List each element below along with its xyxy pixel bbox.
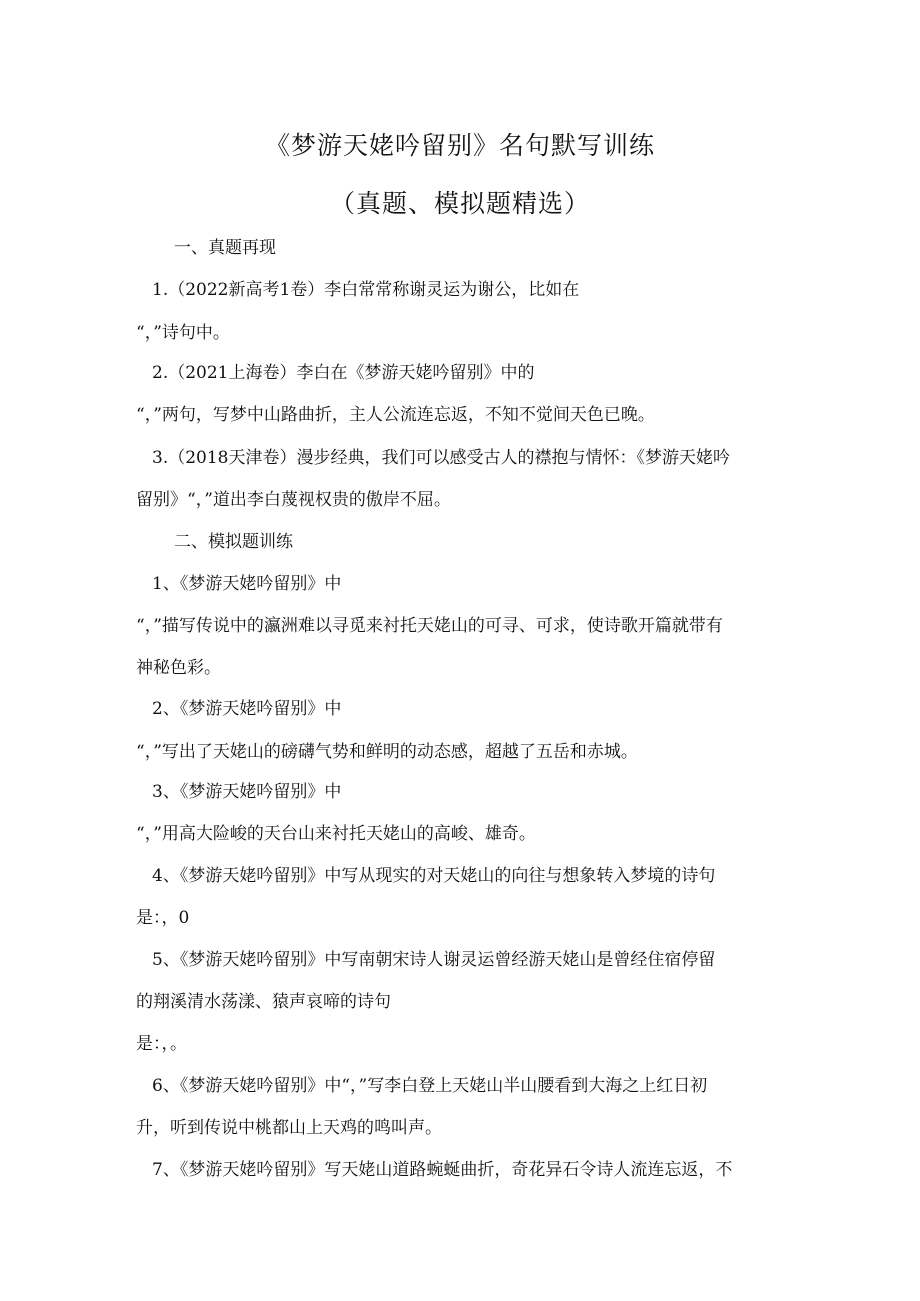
mock-question-5-continuation-2: 是：，。: [136, 1034, 187, 1054]
page-subtitle: （真题、模拟题精选）: [329, 189, 590, 218]
mock-question-4-text: 4、《梦游天姥吟留别》中写从现实的对天姥山的向往与想象转入梦境的诗句: [152, 866, 716, 886]
mock-question-2-continuation: “，”写出了天姥山的磅礴气势和鲜明的动态感，超越了五岳和赤城。: [136, 742, 638, 762]
question-2-text: 2.（2021上海卷）李白在《梦游天姥吟留别》中的: [152, 363, 535, 383]
question-1-text: 1.（2022新高考1卷）李白常常称谢灵运为谢公，比如在: [152, 280, 580, 300]
question-2-continuation: “，”两句，写梦中山路曲折，主人公流连忘返，不知不觉间天色已晚。: [136, 405, 655, 425]
mock-question-1-text: 1、《梦游天姥吟留别》中: [152, 574, 342, 594]
section-heading-real-exam: 一、真题再现: [174, 238, 276, 258]
mock-question-6-continuation: 升，听到传说中桃都山上天鸡的鸣叫声。: [136, 1118, 442, 1138]
question-1-continuation: “，”诗句中。: [136, 323, 230, 343]
mock-question-2-text: 2、《梦游天姥吟留别》中: [152, 699, 342, 719]
question-3-text: 3.（2018天津卷）漫步经典，我们可以感受古人的襟抱与情怀：《梦游天姥吟: [152, 448, 730, 468]
page-title: 《梦游天姥吟留别》名句默写训练: [264, 131, 655, 160]
mock-question-3-continuation: “，”用高大险峻的天台山来衬托天姥山的高峻、雄奇。: [136, 824, 536, 844]
mock-question-4-continuation: 是：，0: [136, 908, 190, 928]
mock-question-1-continuation-2: 神秘色彩。: [136, 658, 221, 678]
mock-question-5-continuation: 的翔溪清水荡漾、猿声哀啼的诗句: [136, 992, 391, 1012]
section-heading-mock-practice: 二、模拟题训练: [174, 532, 293, 552]
mock-question-3-text: 3、《梦游天姥吟留别》中: [152, 782, 342, 802]
mock-question-6-text: 6、《梦游天姥吟留别》中“，”写李白登上天姥山半山腰看到大海之上红日初: [152, 1076, 708, 1096]
question-3-continuation: 留别》“，”道出李白蔑视权贵的傲岸不屈。: [136, 490, 451, 510]
mock-question-7-text: 7、《梦游天姥吟留别》写天姥山道路蜿蜒曲折，奇花异石令诗人流连忘返，不: [152, 1160, 733, 1180]
mock-question-1-continuation: “，”描写传说中的瀛洲难以寻觅来衬托天姥山的可寻、可求，使诗歌开篇就带有: [136, 616, 723, 636]
mock-question-5-text: 5、《梦游天姥吟留别》中写南朝宋诗人谢灵运曾经游天姥山是曾经住宿停留: [152, 950, 716, 970]
